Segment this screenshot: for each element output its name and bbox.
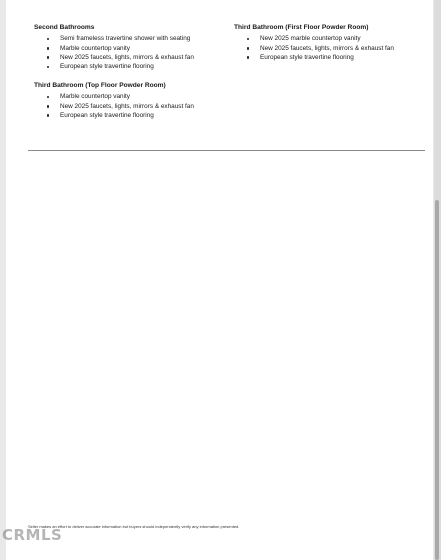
feature-list: [34, 34, 194, 71]
list-item: European style travertine flooring: [234, 53, 394, 62]
list-item: Marble countertop vanity: [34, 44, 194, 53]
feature-list: [234, 34, 394, 62]
section-title: Third Bathroom (First Floor Powder Room): [234, 24, 369, 31]
feature-list: [34, 92, 194, 120]
section-title: Third Bathroom (Top Floor Powder Room): [34, 82, 166, 89]
scrollbar-thumb[interactable]: [435, 200, 439, 560]
list-item: New 2025 faucets, lights, mirrors & exhaust fan: [234, 44, 394, 53]
watermark-logo: CRMLS: [2, 526, 63, 544]
section-title: Second Bathrooms: [34, 24, 95, 31]
section-third-bathroom-top-floor: [34, 81, 194, 120]
document-page: [6, 0, 433, 560]
list-item: European style travertine flooring: [34, 62, 194, 71]
list-item: Semi frameless travertine shower with seating: [34, 34, 194, 43]
section-third-bathroom-first-floor: [234, 23, 394, 62]
list-item: New 2025 marble countertop vanity: [234, 34, 394, 43]
section-second-bathrooms: [34, 23, 194, 71]
list-item: New 2025 faucets, lights, mirrors & exhaust fan: [34, 102, 194, 111]
list-item: European style travertine flooring: [34, 111, 194, 120]
list-item: New 2025 faucets, lights, mirrors & exhaust fan: [34, 53, 194, 62]
list-item: Marble countertop vanity: [34, 92, 194, 101]
footer-disclaimer: Seller makes an effort to deliver accurate information but buyers should independently verify any information presented.: [28, 524, 240, 529]
horizontal-divider: [28, 150, 425, 151]
